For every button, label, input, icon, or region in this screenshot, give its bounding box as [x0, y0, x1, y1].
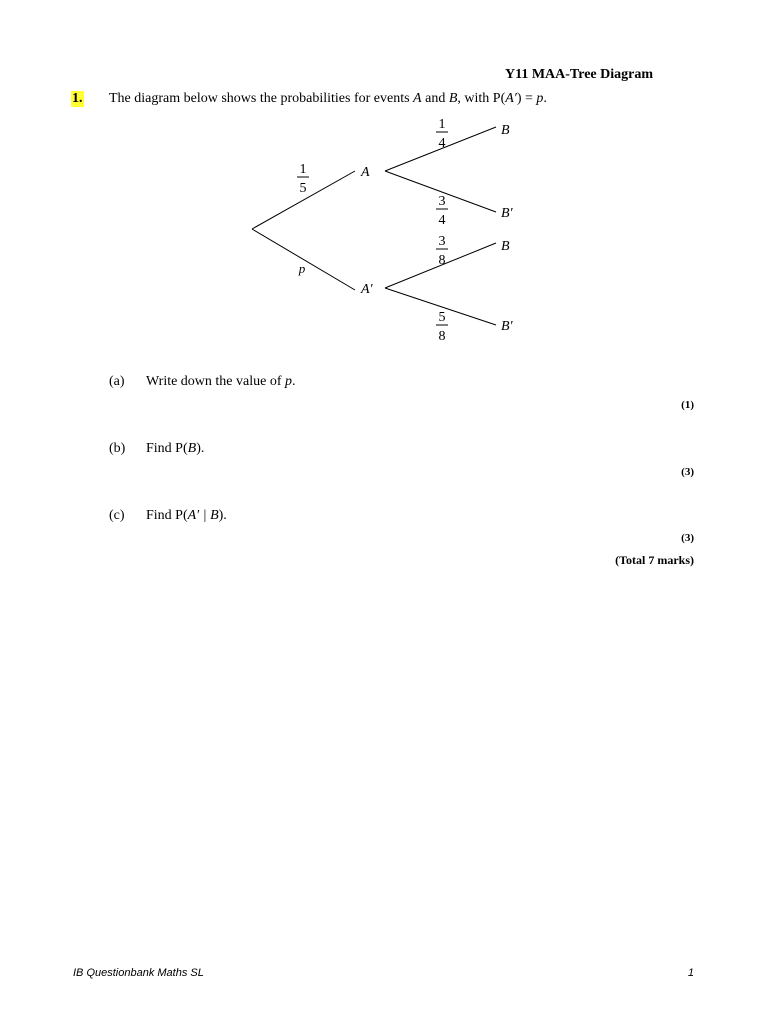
part-c-prefix: Find P(	[146, 508, 188, 523]
node-a: A	[361, 165, 370, 180]
part-c-suffix: ).	[218, 508, 227, 523]
with-text: , with P(	[457, 91, 506, 106]
part-a-text	[146, 374, 296, 390]
prob-b-prime-given-a-prime-denominator: 8	[438, 329, 446, 344]
node-b-given-a-prime: B	[501, 239, 510, 254]
part-c-marks: (3)	[681, 532, 694, 544]
node-b-given-a: B	[501, 123, 510, 138]
total-marks: (Total 7 marks)	[615, 553, 694, 567]
branch-root-to-a	[252, 171, 355, 229]
question-period: .	[543, 91, 547, 106]
prob-b-prime-given-a-prime-numerator: 5	[438, 310, 446, 325]
part-b-suffix: ).	[196, 441, 205, 456]
part-b-var: B	[187, 441, 197, 456]
part-b-marks: (3)	[681, 466, 694, 478]
document-title: Y11 MAA-Tree Diagram	[505, 67, 653, 82]
part-a-suffix: .	[292, 374, 296, 389]
prob-b-given-a-fraction	[436, 117, 448, 151]
part-a-var: p	[285, 374, 293, 389]
node-b-prime-given-a-prime: B′	[501, 319, 513, 334]
and-word: and	[421, 91, 449, 106]
part-b-text	[146, 441, 204, 457]
part-a-marks: (1)	[681, 399, 694, 411]
part-c-text	[146, 508, 227, 524]
part-c-label: (c)	[109, 508, 125, 523]
prob-a-prime-p: p	[298, 261, 306, 276]
node-b-prime-given-a: B′	[501, 206, 513, 221]
prob-b-prime-given-a-fraction	[436, 194, 448, 228]
prob-b-prime-given-a-prime-fraction	[436, 310, 448, 344]
footer-source: IB Questionbank Maths SL	[73, 967, 204, 979]
prob-b-given-a-numerator: 1	[438, 117, 446, 132]
branch-root-to-a-prime	[252, 229, 355, 290]
prob-a-numerator: 1	[299, 162, 307, 177]
prob-b-prime-given-a-denominator: 4	[438, 213, 446, 228]
part-b-label: (b)	[109, 441, 126, 456]
prob-b-given-a-denominator: 4	[438, 136, 446, 151]
part-b-prefix: Find P(	[146, 441, 188, 456]
part-a-prefix: Write down the value of	[146, 374, 286, 389]
node-a-prime: A′	[361, 282, 373, 297]
event-a-label: A	[413, 91, 422, 106]
prob-a-fraction	[297, 162, 309, 196]
question-number: 1.	[72, 91, 83, 106]
part-c-var: A′ | B	[187, 508, 219, 523]
prob-b-given-a-prime-denominator: 8	[438, 253, 446, 268]
equals-text: ) =	[516, 91, 537, 106]
a-prime-label: A′	[505, 91, 517, 106]
prob-a-denominator: 5	[299, 181, 307, 196]
tree-branches	[252, 127, 496, 325]
p-variable: p	[536, 91, 544, 106]
event-b-label: B	[448, 91, 458, 106]
prob-b-prime-given-a-numerator: 3	[438, 194, 446, 209]
prob-b-given-a-prime-numerator: 3	[438, 234, 446, 249]
part-a-label: (a)	[109, 374, 125, 389]
question-intro: The diagram below shows the probabilities for events	[109, 91, 414, 106]
page-number: 1	[687, 967, 694, 979]
